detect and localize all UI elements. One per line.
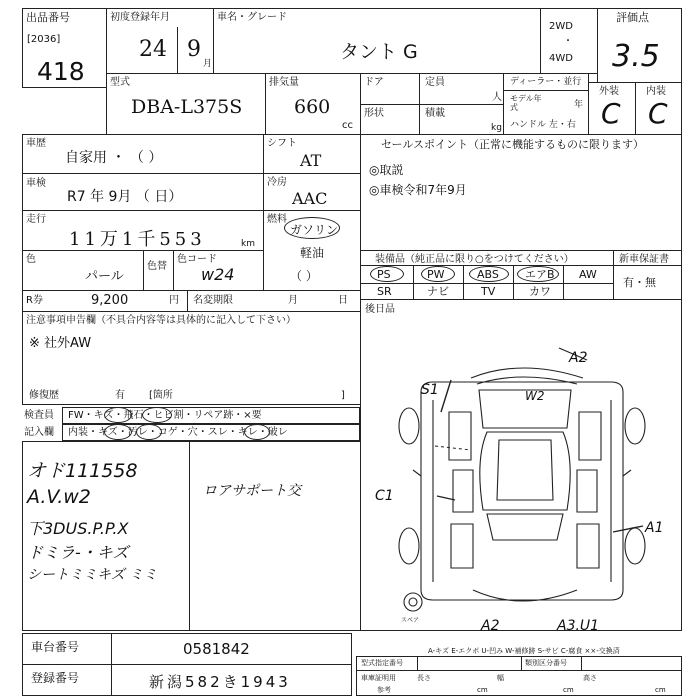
- cooler-box: [263, 173, 361, 211]
- inspector-circle-1: [104, 407, 132, 423]
- inspector-items: FW・キズ・飛石・ヒビ割・リペア跡・×要: [68, 410, 262, 421]
- inspection-box: [22, 173, 264, 211]
- mark-s1: S1: [421, 382, 439, 398]
- warranty-value: 有・無: [623, 276, 656, 289]
- notes-title: 注意事項申告欄（不具合内容等は具体的に記入して下さい）: [26, 315, 296, 326]
- repair-value: 有: [115, 390, 125, 401]
- length-label: 車庫証明用: [361, 674, 396, 682]
- score-box: [597, 8, 682, 83]
- name-limit-box: [187, 290, 361, 312]
- spare-label: スペア: [401, 617, 420, 624]
- sales-point-2: ◎車検令和7年9月: [369, 183, 467, 197]
- record-circle-2: [136, 424, 162, 440]
- recycle-unit: 円: [169, 295, 179, 306]
- first-reg-label: 初度登録年月: [110, 12, 170, 23]
- lot-sub: [2036]: [27, 34, 61, 45]
- model-name-label: 車名・グレード: [217, 12, 287, 23]
- cm-2: cm: [563, 686, 574, 694]
- capacity-label: 定員: [425, 77, 445, 88]
- chassis-label: 車台番号: [31, 640, 80, 654]
- exterior-box: [588, 82, 636, 135]
- notes-box: [22, 311, 361, 405]
- interior-label: 内装: [646, 86, 666, 97]
- first-reg-month: 9: [187, 37, 201, 62]
- diagram-box: [360, 299, 682, 631]
- color-label: 色: [26, 254, 36, 265]
- drive-2wd: 2WD: [549, 21, 573, 32]
- equipment-box: [360, 250, 682, 300]
- handwritten-box: [22, 441, 361, 631]
- drive-box: [540, 8, 598, 74]
- rear-items-label: 後日品: [365, 304, 395, 315]
- car-diagram: [361, 300, 681, 630]
- inspection-label: 車検: [26, 178, 46, 189]
- color-box: [22, 250, 264, 291]
- fuel-label: 燃料: [267, 214, 287, 225]
- type-label: 型式: [110, 77, 130, 88]
- hand-line-1: オド111558: [27, 460, 138, 482]
- lot-number: 418: [37, 57, 85, 86]
- inspector-box: [22, 407, 361, 441]
- fuel-light: 軽油: [300, 246, 325, 260]
- model-year-label: モデル年式: [510, 94, 542, 112]
- mark-a1: A1: [645, 520, 664, 536]
- mileage-unit: km: [241, 239, 255, 249]
- reg-box: [22, 664, 352, 696]
- shift-label: シフト: [267, 138, 297, 149]
- recycle-box: [22, 290, 188, 312]
- hand-line-5: シートミミキズ ミミ: [27, 567, 158, 583]
- equip-abs: ABS: [477, 268, 499, 281]
- length-sub: 長さ: [417, 674, 431, 682]
- dealer-label: ディーラー・並行: [510, 77, 582, 87]
- handle-label: ハンドル 左・右: [510, 120, 576, 130]
- record-items: 内装・キズ・汚レ・コゲ・穴・スレ・キレ・破レ: [68, 427, 288, 438]
- door-label: ドア: [364, 77, 384, 88]
- mark-w2: W2: [525, 389, 545, 403]
- mark-a3-u1: A3.U1: [557, 618, 600, 630]
- equipment-title: 装備品（純正品に限り○をつけてください）: [375, 254, 574, 265]
- ref-label: 参考: [377, 686, 391, 694]
- hand-right-note: ロアサポート交: [203, 483, 301, 499]
- name-limit-month: 月: [288, 295, 298, 306]
- exterior-grade: C: [601, 97, 621, 130]
- cm-1: cm: [477, 686, 488, 694]
- load-unit: kg: [491, 123, 502, 133]
- equip-ps: PS: [377, 268, 391, 281]
- type-value: DBA-L375S: [131, 96, 243, 118]
- drive-4wd: 4WD: [549, 53, 573, 64]
- equip-navi: ナビ: [427, 285, 449, 298]
- width-sub: 幅: [497, 674, 504, 682]
- cert-label: 型式指定番号: [361, 659, 403, 667]
- inspector-circle-2: [142, 407, 172, 423]
- history-label: 車歴: [26, 138, 46, 149]
- record-label: 記入欄: [24, 427, 54, 438]
- cert-box: [356, 656, 682, 696]
- score-label: 評価点: [616, 11, 649, 24]
- month-unit: 月: [203, 59, 213, 69]
- sales-points-box: [360, 134, 682, 251]
- inspection-value: R7 年 9月 （ 日）: [67, 189, 183, 205]
- recycle-label: R券: [26, 295, 43, 306]
- door-shape-box: [360, 73, 420, 135]
- equip-sr: SR: [377, 285, 392, 298]
- displacement-value: 660: [294, 96, 331, 118]
- chassis-box: [22, 633, 352, 665]
- cooler-label: 冷房: [267, 177, 287, 188]
- mark-a2-front: A2: [569, 350, 588, 366]
- lot-number-box: [22, 8, 107, 88]
- name-limit-day: 日: [338, 295, 348, 306]
- interior-grade: C: [648, 97, 668, 130]
- equip-airbag: エアB: [525, 268, 555, 281]
- record-circle-3: [244, 424, 270, 440]
- mark-c1: C1: [375, 488, 394, 504]
- warranty-label: 新車保証書: [619, 254, 669, 265]
- mileage-label: 走行: [26, 214, 46, 225]
- type-box: [106, 73, 266, 135]
- exterior-label: 外装: [599, 86, 619, 97]
- equip-tv: TV: [481, 285, 496, 298]
- color-code-title: 色コード: [177, 254, 217, 265]
- color-change-label: 色替: [147, 261, 167, 272]
- interior-box: [635, 82, 682, 135]
- reg-value: 新潟582き1943: [149, 673, 291, 691]
- capacity-load-box: [419, 73, 504, 135]
- displacement-box: [265, 73, 361, 135]
- reg-label: 登録番号: [31, 671, 80, 685]
- cooler-value: AAC: [292, 189, 328, 208]
- model-name: タント G: [340, 41, 418, 63]
- inspector-label: 検査員: [24, 410, 54, 421]
- history-value: 自家用 ・ （ ）: [65, 150, 163, 166]
- load-label: 積載: [425, 108, 445, 119]
- fuel-box: [263, 210, 361, 291]
- legend: A-キズ E-エクボ U-凹み W-補修跡 S-サビ C-腐食 ××-交換済: [428, 647, 620, 655]
- cm-3: cm: [655, 686, 666, 694]
- name-limit-label: 名変期限: [193, 295, 233, 306]
- sales-point-1: ◎取説: [369, 163, 404, 177]
- drive-dot: ・: [563, 36, 573, 47]
- chassis-value: 0581842: [183, 640, 250, 658]
- year-unit: 年: [574, 100, 584, 110]
- shift-box: [263, 134, 361, 174]
- fuel-gas: ガソリン: [290, 223, 339, 237]
- color-value: パール: [85, 269, 124, 284]
- displacement-label: 排気量: [269, 77, 299, 88]
- recycle-value: 9,200: [91, 293, 129, 308]
- lot-label: 出品番号: [26, 11, 70, 24]
- displacement-unit: cc: [342, 120, 353, 131]
- repair-close: ]: [341, 390, 345, 401]
- mileage-value: 11万1千553: [69, 229, 206, 250]
- capacity-unit: 人: [492, 92, 502, 103]
- color-code-value: w24: [201, 265, 235, 284]
- fuel-paren: （ ）: [290, 269, 318, 283]
- shift-value: AT: [300, 151, 322, 170]
- hand-line-4: ドミラ-・キズ: [27, 543, 129, 562]
- history-box: [22, 134, 264, 174]
- first-reg-box: [106, 8, 214, 74]
- equip-pw: PW: [427, 268, 445, 281]
- record-circle-1: [104, 424, 132, 440]
- repair-label: 修復歴: [29, 390, 59, 401]
- model-name-box: [213, 8, 541, 74]
- dealer-box: [503, 73, 589, 135]
- shape-label: 形状: [364, 108, 384, 119]
- score-value: 3.5: [612, 39, 660, 74]
- mark-a2-rear: A2: [481, 618, 500, 630]
- first-reg-year: 24: [139, 37, 167, 62]
- repair-place: [箇所: [149, 390, 173, 401]
- equip-leather: カワ: [529, 285, 551, 298]
- equip-aw: AW: [579, 268, 597, 281]
- notes-item: ※ 社外AW: [29, 336, 92, 351]
- hand-line-2: A.V.w2: [27, 486, 91, 508]
- height-sub: 高さ: [583, 674, 597, 682]
- sales-points-title: セールスポイント（正常に機能するものに限ります）: [381, 138, 645, 151]
- class-label: 類別区分番号: [525, 659, 567, 667]
- hand-line-3: 下3DUS.P.P.X: [27, 519, 129, 538]
- mileage-box: [22, 210, 264, 251]
